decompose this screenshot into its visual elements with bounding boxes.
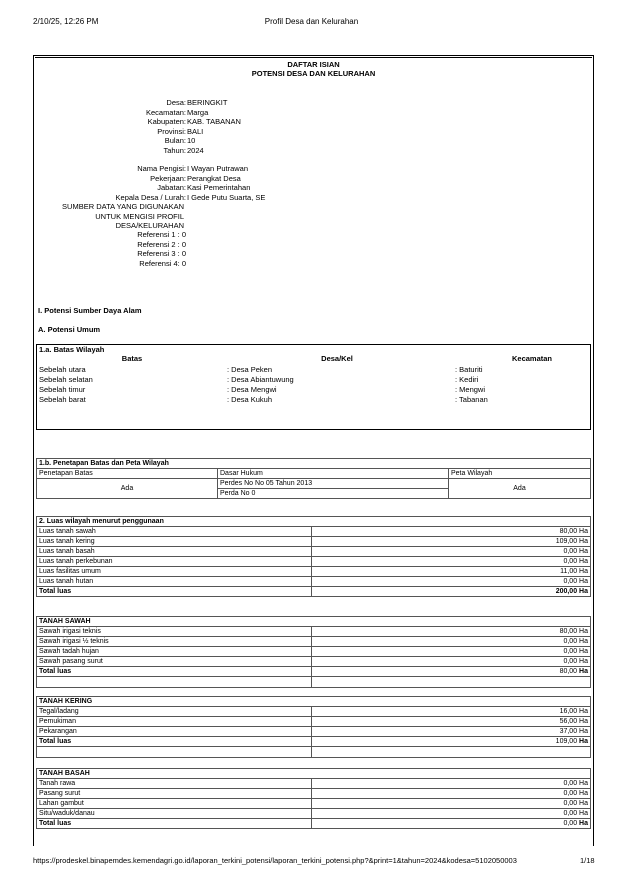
row-label: Luas fasilitas umum	[37, 567, 312, 577]
row-label: Pemukiman	[37, 717, 312, 727]
total-row	[37, 737, 591, 747]
reference-3: Referensi 3 : 0	[137, 249, 186, 258]
table-row	[37, 557, 591, 567]
info-value: BALI	[187, 126, 204, 136]
peta-value: Ada	[449, 479, 591, 499]
info-value: 10	[187, 136, 196, 145]
table-title: TANAH BASAH	[37, 769, 591, 779]
row-label: Situ/waduk/danau	[37, 809, 312, 819]
boundary-title: 1.a. Batas Wilayah	[39, 345, 105, 354]
spacer-cell	[312, 677, 591, 688]
info-label: Desa:	[166, 98, 186, 107]
table-row	[37, 537, 591, 547]
respondent-info	[34, 164, 434, 204]
row-label: Pekarangan	[37, 727, 312, 737]
boundary-village: : Desa Peken	[227, 365, 273, 374]
row-value: 0,00 Ha	[312, 799, 591, 809]
dasar-hukum-2: Perda No 0	[218, 489, 449, 499]
boundary-header-side: Batas	[121, 354, 143, 363]
table-row	[37, 577, 591, 587]
boundary-village: : Desa Mengwi	[227, 385, 277, 394]
spacer-row	[37, 747, 591, 758]
info-value: BERINGKIT	[187, 98, 228, 107]
source-line-2: UNTUK MENGISI PROFIL	[95, 211, 184, 221]
source-line-1: SUMBER DATA YANG DIGUNAKAN	[62, 202, 184, 211]
page-number: 1/18	[580, 856, 595, 865]
boundary-district: : Tabanan	[455, 395, 488, 404]
row-label: Luas tanah sawah	[37, 527, 312, 537]
table-row	[37, 789, 591, 799]
spacer-row	[37, 677, 591, 688]
table-row	[37, 779, 591, 789]
header-penetapan: Penetapan Batas	[37, 469, 218, 479]
boundary-side: Sebelah selatan	[39, 375, 93, 384]
boundary-map-table	[36, 458, 591, 499]
spacer-cell	[37, 677, 312, 688]
respondent-value: Kasi Pemerintahan	[187, 183, 251, 192]
row-value: 0,00 Ha	[312, 657, 591, 667]
info-value: 2024	[187, 145, 204, 155]
total-label: Total luas	[37, 667, 312, 677]
row-label: Luas tanah perkebunan	[37, 557, 312, 567]
total-label: Total luas	[37, 737, 312, 747]
table-row	[37, 657, 591, 667]
respondent-value: I Wayan Putrawan	[187, 164, 248, 173]
references-block	[34, 230, 434, 270]
spacer-cell	[37, 747, 312, 758]
table-row	[37, 799, 591, 809]
row-value: 0,00 Ha	[312, 577, 591, 587]
boundary-district: : Mengwi	[455, 385, 486, 394]
total-value	[312, 737, 591, 747]
table-row	[37, 527, 591, 537]
table-row	[37, 647, 591, 657]
dry-land-table	[36, 696, 591, 758]
row-value: 0,00 Ha	[312, 789, 591, 799]
total-value	[312, 819, 591, 829]
boundary-district: : Kediri	[455, 375, 479, 384]
boundary-village: : Desa Kukuh	[227, 395, 273, 404]
total-label: Total luas	[37, 587, 312, 597]
total-number: 0,00	[563, 820, 578, 827]
reference-2: Referensi 2 : 0	[137, 239, 186, 249]
table-title: TANAH SAWAH	[37, 617, 591, 627]
land-use-table	[36, 516, 591, 597]
row-label: Luas tanah kering	[37, 537, 312, 547]
total-number: 109,00	[555, 738, 578, 745]
rice-field-table	[36, 616, 591, 688]
respondent-value: I Gede Putu Suarta, SE	[187, 192, 266, 202]
respondent-label: Kepala Desa / Lurah:	[115, 192, 186, 202]
table-row	[37, 809, 591, 819]
boundary-header-village: Desa/Kel	[321, 354, 353, 363]
row-value: 0,00 Ha	[312, 547, 591, 557]
wet-land-table	[36, 768, 591, 829]
boundary-map-title: 1.b. Penetapan Batas dan Peta Wilayah	[37, 459, 591, 469]
print-timestamp: 2/10/25, 12:26 PM	[33, 17, 99, 26]
info-value: KAB. TABANAN	[187, 117, 241, 126]
total-value: 200,00 Ha	[312, 587, 591, 597]
row-label: Sawah irigasi ½ teknis	[37, 637, 312, 647]
respondent-value: Perangkat Desa	[187, 173, 241, 183]
table-row	[37, 567, 591, 577]
row-value: 0,00 Ha	[312, 779, 591, 789]
section-general-potential: A. Potensi Umum	[38, 325, 101, 334]
table-row	[37, 547, 591, 557]
row-label: Pasang surut	[37, 789, 312, 799]
header-peta: Peta Wilayah	[449, 469, 591, 479]
boundary-side: Sebelah timur	[39, 385, 86, 394]
row-label: Sawah irigasi teknis	[37, 627, 312, 637]
row-label: Lahan gambut	[37, 799, 312, 809]
table-row	[37, 637, 591, 647]
row-label: Luas tanah basah	[37, 547, 312, 557]
info-label: Kecamatan:	[145, 107, 186, 117]
boundary-village: : Desa Abiantuwung	[227, 375, 294, 384]
row-value: 0,00 Ha	[312, 647, 591, 657]
row-value: 109,00 Ha	[312, 537, 591, 547]
respondent-label: Nama Pengisi:	[137, 164, 186, 173]
penetapan-value: Ada	[37, 479, 218, 499]
doc-title-2: POTENSI DESA DAN KELURAHAN	[251, 69, 376, 78]
total-number: 80,00	[559, 668, 578, 675]
boundary-side: Sebelah barat	[39, 395, 86, 404]
total-label: Total luas	[37, 819, 312, 829]
boundary-box	[36, 344, 591, 430]
respondent-label: Pekerjaan:	[150, 173, 186, 183]
footer-url[interactable]: https://prodeskel.binapemdes.kemendagri.go.id/laporan_terkini_potensi/laporan_terkini_potensi.php?&print=1&tahun=2024&kodesa=5102050003	[33, 856, 517, 865]
boundary-header-district: Kecamatan	[511, 354, 553, 363]
dasar-hukum-1: Perdes No No 05 Tahun 2013	[218, 479, 449, 489]
row-label: Sawah tadah hujan	[37, 647, 312, 657]
info-label: Bulan:	[164, 136, 186, 145]
info-value: Marga	[187, 107, 209, 117]
source-line-3: DESA/KELURAHAN	[115, 221, 184, 230]
table-title: 2. Luas wilayah menurut penggunaan	[37, 517, 591, 527]
row-value: 80,00 Ha	[312, 627, 591, 637]
table-row	[37, 727, 591, 737]
total-unit: Ha	[579, 668, 588, 675]
info-label: Tahun:	[163, 145, 186, 155]
info-label: Kabupaten:	[147, 117, 186, 126]
frame-inner-rule	[35, 57, 592, 58]
boundary-district: : Baturiti	[455, 365, 483, 374]
print-title: Profil Desa dan Kelurahan	[264, 17, 359, 26]
table-row	[37, 627, 591, 637]
respondent-label: Jabatan:	[157, 183, 186, 192]
total-unit: Ha	[579, 820, 588, 827]
row-label: Sawah pasang surut	[37, 657, 312, 667]
total-row	[37, 819, 591, 829]
row-value: 0,00 Ha	[312, 809, 591, 819]
info-label: Provinsi:	[157, 126, 186, 136]
doc-title-1: DAFTAR ISIAN	[287, 60, 340, 69]
row-value: 16,00 Ha	[312, 707, 591, 717]
total-row	[37, 667, 591, 677]
total-unit: Ha	[579, 738, 588, 745]
table-row	[37, 707, 591, 717]
row-value: 37,00 Ha	[312, 727, 591, 737]
reference-1: Referensi 1 : 0	[137, 230, 186, 239]
total-value	[312, 667, 591, 677]
row-label: Tanah rawa	[37, 779, 312, 789]
header-dasar-hukum: Dasar Hukum	[218, 469, 449, 479]
document-frame	[33, 55, 594, 846]
reference-4: Referensi 4: 0	[139, 258, 186, 268]
total-row	[37, 587, 591, 597]
row-value: 11,00 Ha	[312, 567, 591, 577]
boundary-side: Sebelah utara	[39, 365, 86, 374]
table-title: TANAH KERING	[37, 697, 591, 707]
row-value: 0,00 Ha	[312, 637, 591, 647]
row-value: 56,00 Ha	[312, 717, 591, 727]
row-label: Tegal/ladang	[37, 707, 312, 717]
row-value: 80,00 Ha	[312, 527, 591, 537]
section-natural-resources: I. Potensi Sumber Daya Alam	[38, 306, 142, 315]
row-label: Luas tanah hutan	[37, 577, 312, 587]
village-info	[34, 98, 434, 168]
spacer-cell	[312, 747, 591, 758]
table-row	[37, 717, 591, 727]
row-value: 0,00 Ha	[312, 557, 591, 567]
